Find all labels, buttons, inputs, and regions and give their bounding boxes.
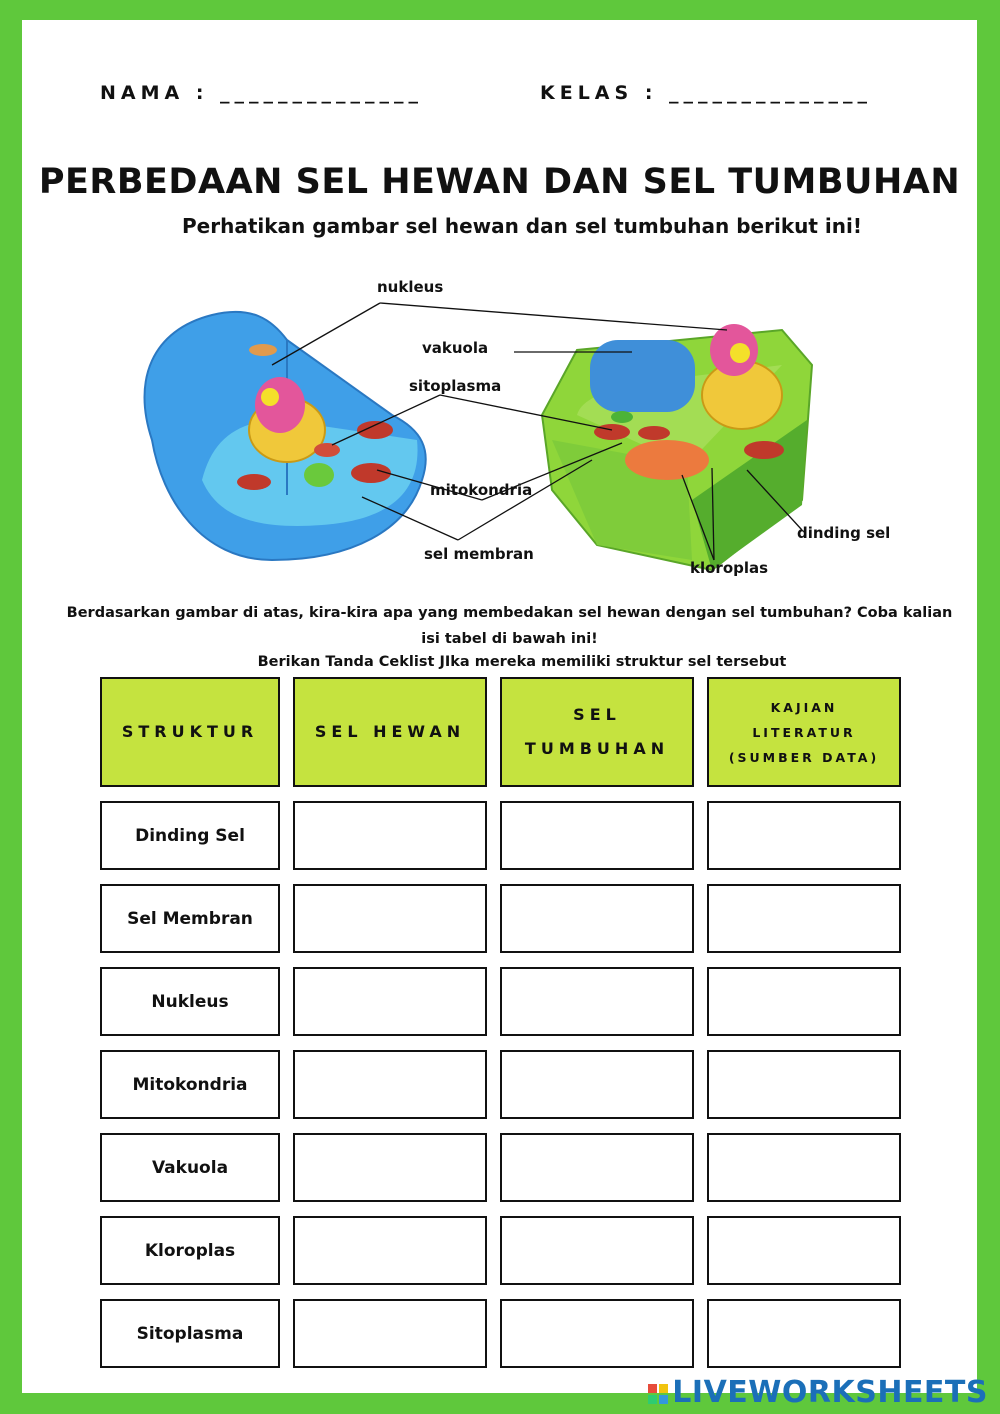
header-sel-tumbuhan-line1: SEL (573, 705, 621, 724)
row-label-kloroplas: Kloroplas (144, 1240, 236, 1261)
row-label-sel-membran: Sel Membran (127, 908, 253, 929)
input-sel-hewan-sitoplasma[interactable] (293, 1299, 487, 1368)
header-sel-hewan (293, 677, 487, 787)
kelas-field[interactable]: KELAS : ______________ (540, 82, 873, 104)
brand-name: LIVEWORKSHEETS (672, 1375, 988, 1410)
instruction-note: Berikan Tanda Ceklist JIka mereka memiliki struktur sel tersebut (257, 654, 787, 670)
row-label-vakuola: Vakuola (151, 1157, 229, 1178)
header-sel-hewan-label: SEL HEWAN (314, 722, 466, 741)
cell-diagram (22, 20, 977, 620)
input-kajian-vakuola[interactable] (707, 1133, 901, 1202)
table-row-label (100, 1133, 280, 1202)
header-kajian-line2: LITERATUR (752, 724, 856, 740)
row-label-mitokondria: Mitokondria (132, 1074, 248, 1095)
worksheet-page (22, 20, 977, 1393)
label-vakuola: vakuola (422, 339, 489, 357)
input-sel-tumbuhan-vakuola[interactable] (500, 1133, 694, 1202)
animal-cell-illustration (145, 312, 426, 560)
table-row-label (100, 1299, 280, 1368)
label-mitokondria: mitokondria (430, 481, 533, 499)
input-kajian-dinding-sel[interactable] (707, 801, 901, 870)
header-sel-tumbuhan-line2: TUMBUHAN (524, 739, 670, 758)
input-sel-tumbuhan-mitokondria[interactable] (500, 1050, 694, 1119)
input-sel-tumbuhan-kloroplas[interactable] (500, 1216, 694, 1285)
plant-cell-illustration (542, 324, 812, 570)
row-label-dinding-sel: Dinding Sel (135, 825, 245, 846)
header-struktur-label: STRUKTUR (121, 722, 259, 741)
header-kajian-literatur (707, 677, 901, 787)
input-kajian-sel-membran[interactable] (707, 884, 901, 953)
liveworksheets-logo[interactable] (648, 1375, 988, 1410)
input-sel-tumbuhan-dinding-sel[interactable] (500, 801, 694, 870)
header-struktur (100, 677, 280, 787)
table-row-label (100, 1050, 280, 1119)
input-kajian-mitokondria[interactable] (707, 1050, 901, 1119)
header-kajian-line3: (SUMBER DATA) (728, 749, 880, 765)
label-sel-membran: sel membran (424, 545, 534, 563)
page-title: PERBEDAAN SEL HEWAN DAN SEL TUMBUHAN (38, 162, 961, 202)
input-sel-tumbuhan-sel-membran[interactable] (500, 884, 694, 953)
logo-blocks-icon (648, 1384, 668, 1404)
header-kajian-line1: KAJIAN (770, 699, 838, 715)
row-label-nukleus: Nukleus (151, 991, 229, 1012)
nama-field[interactable]: NAMA : ______________ (100, 82, 424, 104)
input-kajian-sitoplasma[interactable] (707, 1299, 901, 1368)
row-label-sitoplasma: Sitoplasma (136, 1323, 244, 1344)
label-nukleus: nukleus (377, 278, 444, 296)
header-sel-tumbuhan (500, 677, 694, 787)
input-sel-hewan-nukleus[interactable] (293, 967, 487, 1036)
input-sel-hewan-dinding-sel[interactable] (293, 801, 487, 870)
table-row-label (100, 884, 280, 953)
page-subtitle: Perhatikan gambar sel hewan dan sel tumbuhan berikut ini! (182, 214, 862, 238)
input-sel-hewan-kloroplas[interactable] (293, 1216, 487, 1285)
instruction-question: Berdasarkan gambar di atas, kira-kira apa yang membedakan sel hewan dengan sel tumbuhan? Coba kalian isi tabel di bawah ini! (66, 605, 953, 647)
table-row-label (100, 967, 280, 1036)
input-kajian-nukleus[interactable] (707, 967, 901, 1036)
input-sel-hewan-vakuola[interactable] (293, 1133, 487, 1202)
label-kloroplas: kloroplas (690, 559, 769, 577)
table-row-label (100, 1216, 280, 1285)
table-row-label (100, 801, 280, 870)
label-dinding-sel: dinding sel (797, 524, 891, 542)
input-kajian-kloroplas[interactable] (707, 1216, 901, 1285)
input-sel-hewan-mitokondria[interactable] (293, 1050, 487, 1119)
input-sel-tumbuhan-sitoplasma[interactable] (500, 1299, 694, 1368)
input-sel-tumbuhan-nukleus[interactable] (500, 967, 694, 1036)
input-sel-hewan-sel-membran[interactable] (293, 884, 487, 953)
label-sitoplasma: sitoplasma (409, 377, 502, 395)
